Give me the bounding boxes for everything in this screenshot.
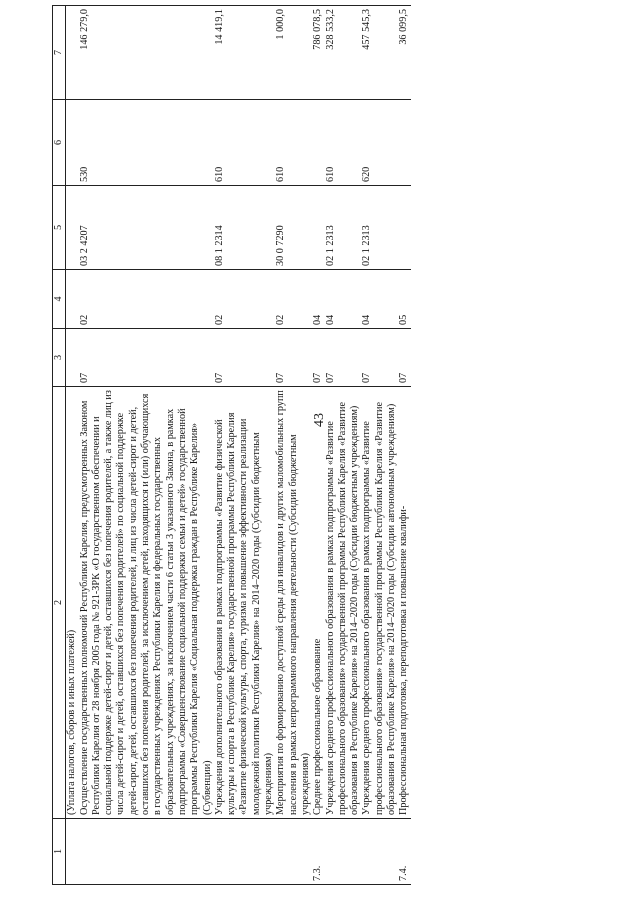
row-csr: 02 1 2313 [325, 186, 362, 270]
row-description: Учреждения дополнительного образования в рамках подпрограммы «Развитие физической культуры и спорта в Республике Карелия» государственной программы Республики Карелия «Развитие физической культуры, спорта, туризма и повышение эффективности реализации молодежной политики Республики Карелия» на 2014–2020 годы (Субсидии бюджетным учреждениям) [214, 387, 275, 819]
row-vr [398, 100, 410, 186]
row-podrazdel: 04 [361, 270, 398, 329]
row-razdel: 07 [312, 329, 324, 387]
row-amount: 36 099,5 [398, 6, 410, 100]
row-number [361, 819, 398, 885]
row-description: (Уплата налогов, сборов и иных платежей) [66, 387, 79, 819]
row-vr [66, 100, 79, 186]
table-row [325, 6, 362, 885]
row-number [79, 819, 214, 885]
table-row [66, 6, 79, 885]
row-description: Учреждения среднего профессионального образования в рамках подпрограммы «Развитие профессионального образования» государственной программы Республики Карелия «Развитие образования в Республике Карелия» на 2014–2020 годы (Субсидии автономным учреждениям) [361, 387, 398, 819]
column-header-2: 2 [53, 387, 66, 819]
column-header-3: 3 [53, 329, 66, 387]
table-row [312, 6, 324, 885]
row-vr: 610 [214, 100, 275, 186]
row-amount: 1 000,0 [275, 6, 312, 100]
row-number [325, 819, 362, 885]
row-number: 7.4. [398, 819, 410, 885]
row-vr: 530 [79, 100, 214, 186]
column-number-row [53, 6, 66, 885]
row-amount: 328 533,2 [325, 6, 362, 100]
row-podrazdel: 02 [214, 270, 275, 329]
row-razdel: 07 [325, 329, 362, 387]
row-vr: 620 [361, 100, 398, 186]
column-header-1: 1 [53, 819, 66, 885]
row-number [214, 819, 275, 885]
row-razdel: 07 [214, 329, 275, 387]
row-description: Осуществление государственных полномочий Республики Карелия, предусмотренных Законом Республики Карелия от 28 ноября 2005 года № 921-ЗРК «О государственном обеспечении и социальной поддержке детей-сирот и детей, оставшихся без попечения родителей, а также лиц из числа детей-сирот и детей, оставшихся без попечения родителей» по социальной поддержке детей-сирот, детей, оставшихся без попечения родителей, и лиц из числа детей-сирот и детей, оставшихся без попечения родителей, за исключением детей, находящихся и (или) обучающихся в государственных учреждениях Республики Карелия и федеральных государственных образовательных учреждениях, за исключением части 6 статьи 3 указанного Закона, в рамках подпрограммы «Совершенствование социальной поддержки семьи и детей» государственной программы Республики Карелия «Социальная поддержка граждан в Республике Карелия» (Субвенции) [79, 387, 214, 819]
column-header-5: 5 [53, 186, 66, 270]
table-row [398, 6, 410, 885]
page-number: 43 [312, 413, 327, 427]
row-number: 7.3. [312, 819, 324, 885]
row-podrazdel: 02 [275, 270, 312, 329]
column-header-7: 7 [53, 6, 66, 100]
row-csr: 08 1 2314 [214, 186, 275, 270]
row-number [66, 819, 79, 885]
row-csr: 02 1 2313 [361, 186, 398, 270]
row-csr: 03 2 4207 [79, 186, 214, 270]
row-description: Учреждения среднего профессионального образования в рамках подпрограммы «Развитие профессионального образования» государственной программы Республики Карелия «Развитие образования в Республике Карелия» на 2014–2020 годы (Субсидии бюджетным учреждениям) [325, 387, 362, 819]
row-csr [398, 186, 410, 270]
row-vr: 610 [325, 100, 362, 186]
row-podrazdel: 05 [398, 270, 410, 329]
row-razdel: 07 [398, 329, 410, 387]
row-razdel: 07 [79, 329, 214, 387]
row-podrazdel: 04 [312, 270, 324, 329]
row-description: Среднее профессиональное образование [312, 387, 324, 819]
row-amount: 786 078,5 [312, 6, 324, 100]
row-description: Мероприятия по формированию доступной среды для инвалидов и других маломобильных групп населения в рамках непрограммного направления деятельности (Субсидии бюджетным учреждениям) [275, 387, 312, 819]
row-csr [66, 186, 79, 270]
table-row [214, 6, 275, 885]
row-razdel: 07 [275, 329, 312, 387]
table-row [361, 6, 398, 885]
row-amount [66, 6, 79, 100]
row-amount: 146 279,0 [79, 6, 214, 100]
row-razdel: 07 [361, 329, 398, 387]
row-podrazdel: 02 [79, 270, 214, 329]
row-number [275, 819, 312, 885]
row-vr [312, 100, 324, 186]
row-amount: 14 419,1 [214, 6, 275, 100]
rotated-table-container [52, 6, 618, 885]
row-description: Профессиональная подготовка, переподготовка и повышение квалифи- [398, 387, 410, 819]
table-row [275, 6, 312, 885]
row-csr [312, 186, 324, 270]
row-podrazdel: 04 [325, 270, 362, 329]
table-row [79, 6, 214, 885]
column-header-4: 4 [53, 270, 66, 329]
row-razdel [66, 329, 79, 387]
row-podrazdel [66, 270, 79, 329]
row-vr: 610 [275, 100, 312, 186]
row-amount: 457 545,3 [361, 6, 398, 100]
column-header-6: 6 [53, 100, 66, 186]
budget-table [52, 5, 411, 885]
row-csr: 30 0 7290 [275, 186, 312, 270]
